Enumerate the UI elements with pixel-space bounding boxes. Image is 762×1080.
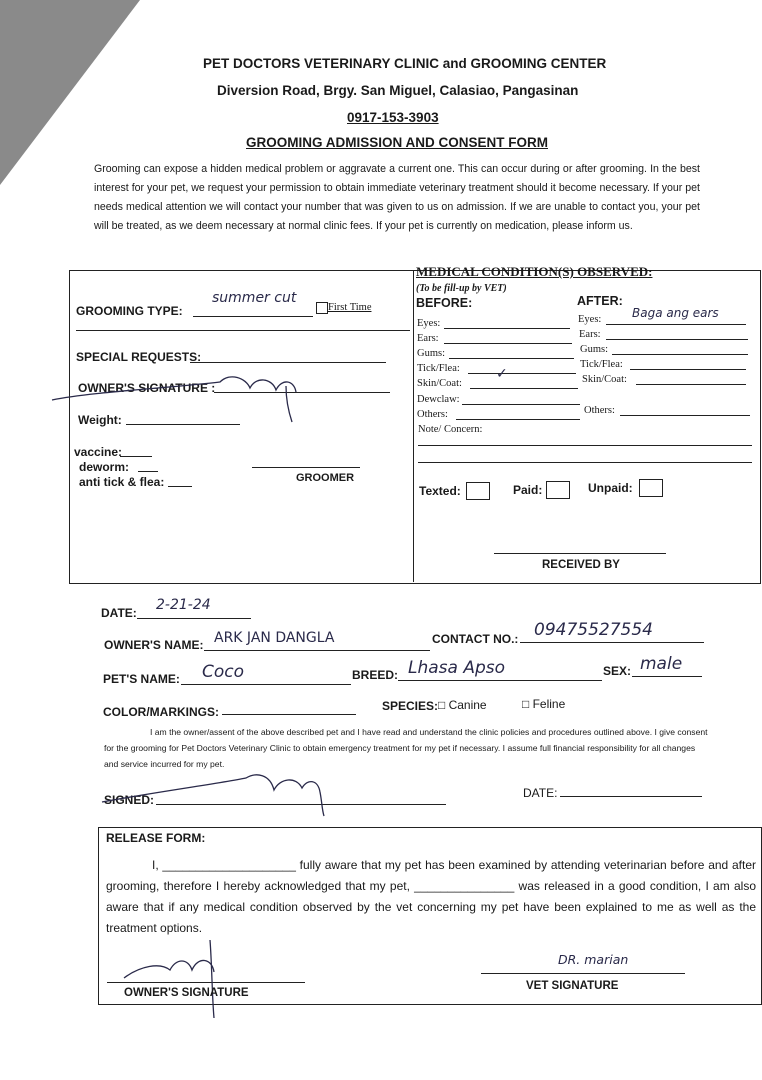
after-skincoat-label: Skin/Coat:: [582, 374, 627, 385]
signed-scribble: [96, 770, 336, 820]
vet-signature-label: VET SIGNATURE: [526, 980, 619, 992]
consent-date-label: DATE:: [523, 786, 558, 800]
color-markings-label: COLOR/MARKINGS:: [103, 705, 219, 719]
special-requests-label: SPECIAL REQUESTS:: [76, 350, 202, 364]
note-line-2[interactable]: [418, 462, 752, 463]
groomer-signature-line[interactable]: [252, 467, 360, 468]
breed-value: Lhasa Apso: [408, 658, 506, 678]
anti-tick-field[interactable]: [168, 486, 192, 487]
vet-name: DR. marian: [558, 952, 629, 967]
vet-signature-line[interactable]: [481, 973, 685, 974]
date-value: 2-21-24: [156, 597, 211, 613]
date-field[interactable]: [137, 618, 251, 619]
canine-option[interactable]: □ Canine: [438, 698, 487, 712]
contact-label: CONTACT NO.:: [432, 632, 519, 646]
grooming-type-label: GROOMING TYPE:: [76, 304, 183, 318]
before-tickflea-label: Tick/Flea:: [417, 363, 460, 374]
owner-name-value: ARK JAN DANGLA: [214, 630, 335, 646]
after-ears-label: Ears:: [579, 329, 601, 340]
before-gums-label: Gums:: [417, 348, 446, 359]
first-time-label: First Time: [328, 302, 372, 313]
before-gums-field[interactable]: [449, 358, 574, 359]
after-eyes-label: Eyes:: [578, 314, 602, 325]
after-tickflea-field[interactable]: [630, 369, 746, 370]
paid-checkbox[interactable]: [546, 481, 570, 499]
deworm-label: deworm:: [79, 460, 130, 474]
consent-text: I am the owner/assent of the above described pet and I have read and understand the clinic policies and procedures outlined above. I give consent for the grooming for Pet Doctors Veterinary Clinic to obtain emergency treatment for my pet if necessary. I assume full financial responsibility for all changes and service incurred for my pet.: [104, 727, 708, 769]
before-others-field[interactable]: [456, 419, 580, 420]
before-eyes-field[interactable]: [444, 328, 570, 329]
scanner-shadow: [0, 0, 140, 185]
paid-label: Paid:: [513, 483, 543, 497]
owner-signature-label: OWNER'S SIGNATURE :: [78, 381, 216, 395]
release-owner-signature-label: OWNER'S SIGNATURE: [124, 987, 249, 999]
owner-name-label: OWNER'S NAME:: [104, 638, 204, 652]
medical-subtitle: (To be fill-up by VET): [416, 283, 507, 294]
groomer-label: GROOMER: [296, 472, 355, 484]
unpaid-label: Unpaid:: [588, 481, 633, 495]
pet-name-value: Coco: [202, 662, 245, 682]
form-title: GROOMING ADMISSION AND CONSENT FORM: [246, 135, 548, 150]
after-eyes-value: Baga ang ears: [632, 306, 719, 320]
color-markings-field[interactable]: [222, 714, 356, 715]
sex-label: SEX:: [603, 664, 632, 678]
before-label: BEFORE:: [416, 296, 473, 310]
before-ears-label: Ears:: [417, 333, 439, 344]
before-tickflea-field[interactable]: [468, 373, 576, 374]
before-others-label: Others:: [417, 409, 448, 420]
after-others-label: Others:: [584, 405, 615, 416]
first-time-checkbox[interactable]: [316, 302, 328, 314]
after-eyes-field[interactable]: [606, 324, 746, 325]
release-text: I, ____________________ fully aware that my pet has been examined by attending veterinarian before and after grooming, therefore I hereby acknowledged that my pet, _______________ was released in a good condition, I am also aware that if any medical condition observed by the vet concerning my pet have been explained to me as well as the treatment options.: [106, 858, 756, 935]
breed-field[interactable]: [398, 680, 602, 681]
intro-paragraph: Grooming can expose a hidden medical problem or aggravate a current one. This can occur during or after grooming. In the best interest for your pet, we request your permission to obtain immediate veterinary treatment should it become necessary. If your pet needs medical attention we will contact your number that was given to us on admission. If we are unable to contact you, your pet will be treated, as we deem necessary at normal clinic fees. If your pet is currently on medication, please inform us.: [94, 163, 700, 232]
feline-option[interactable]: □ Feline: [522, 697, 566, 711]
contact-value: 09475527554: [534, 620, 653, 640]
medical-title: MEDICAL CONDITION(S) OBSERVED:: [416, 264, 653, 279]
after-skincoat-field[interactable]: [636, 384, 746, 385]
note-concern-label: Note/ Concern:: [418, 424, 483, 435]
deworm-field[interactable]: [138, 471, 158, 472]
sex-value: male: [640, 654, 683, 674]
before-dewclaw-field[interactable]: [462, 404, 580, 405]
texted-label: Texted:: [419, 484, 461, 498]
after-label: AFTER:: [577, 294, 623, 308]
anti-tick-label: anti tick & flea:: [79, 475, 165, 489]
after-gums-field[interactable]: [612, 354, 748, 355]
skin-coat-check: ✓: [496, 366, 508, 382]
weight-label: Weight:: [78, 413, 122, 427]
vaccine-field[interactable]: [120, 456, 152, 457]
before-eyes-label: Eyes:: [417, 318, 441, 329]
date-label: DATE:: [101, 606, 137, 620]
consent-date-field[interactable]: [560, 796, 702, 797]
before-skincoat-field[interactable]: [470, 388, 578, 389]
after-others-field[interactable]: [620, 415, 750, 416]
breed-label: BREED:: [352, 668, 399, 682]
unpaid-checkbox[interactable]: [639, 479, 663, 497]
after-gums-label: Gums:: [580, 344, 609, 355]
clinic-address: Diversion Road, Brgy. San Miguel, Calasiao, Pangasinan: [217, 83, 579, 98]
after-tickflea-label: Tick/Flea:: [580, 359, 623, 370]
after-ears-field[interactable]: [606, 339, 748, 340]
before-ears-field[interactable]: [444, 343, 572, 344]
clinic-phone: 0917-153-3903: [347, 110, 439, 125]
grooming-type-value[interactable]: summer cut: [212, 290, 297, 306]
vaccine-label: vaccine:: [74, 445, 123, 459]
clinic-name: PET DOCTORS VETERINARY CLINIC and GROOMING CENTER: [203, 56, 607, 71]
signed-label: SIGNED:: [104, 793, 155, 807]
owner-name-field[interactable]: [204, 650, 430, 651]
panel-divider: [413, 270, 414, 582]
special-requests-field[interactable]: [190, 362, 386, 363]
release-title: RELEASE FORM:: [106, 831, 206, 845]
sex-field[interactable]: [632, 676, 702, 677]
received-by-line[interactable]: [494, 553, 666, 554]
note-line-1[interactable]: [418, 445, 752, 446]
texted-checkbox[interactable]: [466, 482, 490, 500]
weight-field[interactable]: [126, 424, 240, 425]
before-skincoat-label: Skin/Coat:: [417, 378, 462, 389]
received-by-label: RECEIVED BY: [542, 559, 620, 571]
pet-name-label: PET'S NAME:: [103, 672, 180, 686]
release-owner-signature-scribble: [120, 936, 240, 1022]
contact-field[interactable]: [520, 642, 704, 643]
species-label: SPECIES:: [382, 699, 439, 713]
before-dewclaw-label: Dewclaw:: [417, 394, 460, 405]
pet-name-field[interactable]: [181, 684, 351, 685]
